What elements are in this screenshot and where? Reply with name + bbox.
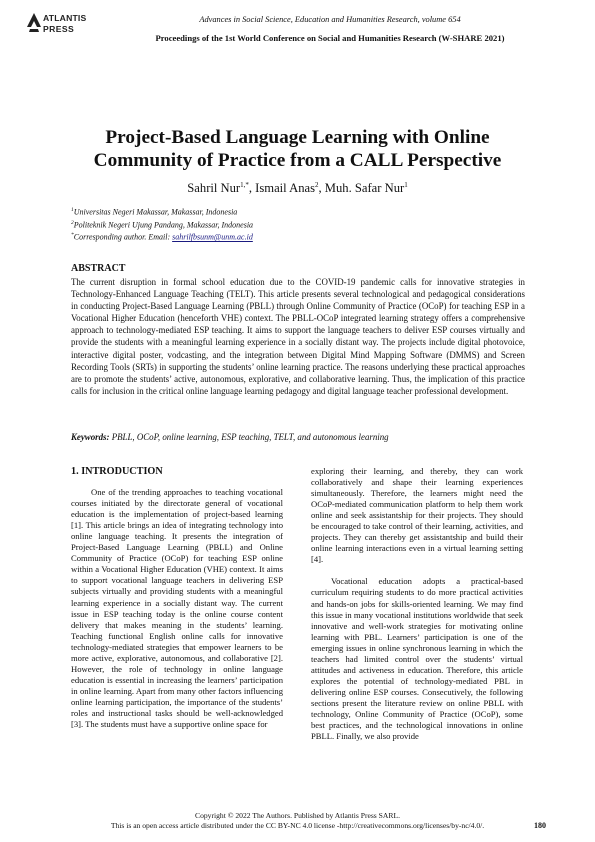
body-paragraph: exploring their learning, and thereby, they can work collaboratively and shape their learning experiences simultaneously. Therefore, the learners might need the OCoP-mediated communication platform to help them work online and seek assistantship for their projects. They should be encouraged to take control of their learning, activities, and projects. They can thereby get assistantship and build their online learning interactions even in a virtual learning setting [4].: [311, 466, 523, 565]
author-list: Sahril Nur$^{1,*}$, Ismail Anas$^2$, Muh. Safar Nur$^1$: [187, 181, 408, 196]
license-line: This is an open access article distributed under the CC BY-NC 4.0 license -http://creativecommons.org/licenses/by-nc/4.0/.: [110, 821, 485, 830]
email-link[interactable]: sahrilfbsunm@unm.ac.id: [172, 232, 253, 242]
title-line2: Community of Practice from a CALL Perspective: [93, 150, 502, 171]
keywords-label: Keywords:: [71, 432, 110, 442]
journal-header: Advances in Social Science, Education and Humanities Research, volume 654: [199, 15, 461, 24]
body-paragraph: One of the trending approaches to teaching vocational courses initiated by the directorate general of vocational education is the implementation of project-based learning [1]. This article brings an idea of integrating technology into online language teaching. It presents the integration of Project-Based Language Learning (PBLL) and Online Community of Practice (OCoP) for teaching ESP online within a Vocational Higher Education (VHE) context. It aims to support vocational language teachers in delivering ESP subjects virtually and providing students with a meaningful learning experience in a socially distant way. The current issue in ESP teaching today is the online course content delivery that makes meaning in the students’ learning. Teaching functional English online calls for innovative technology-mediated strategies that empower learners to be more active, explorative, autonomous, and collaborative [2]. However, the role of technology in online language education is essential in increasing the learners’ participation in online learning. Apart from many other factors influencing online learning participation, the importance of the students’ roles and instructional tasks should be well-acknowledged [3]. The students must have a supportive online space for: [71, 487, 283, 730]
body-column-left: [71, 466, 283, 730]
title-line1: Project-Based Language Learning with Online: [105, 127, 490, 148]
abstract-heading: ABSTRACT: [71, 263, 126, 274]
keywords: [71, 432, 525, 442]
page-number: 180: [534, 821, 546, 830]
author-name: Sahril Nur: [187, 181, 241, 196]
logo-line2: PRESS: [43, 24, 75, 34]
author-name: Muh. Safar Nur: [324, 181, 405, 196]
body-paragraph: Vocational education adopts a practical-based curriculum requiring students to do more practical activities and hands-on jobs for skills-oriented learning. We may find this issue in many vocational institutions worldwide that seek innovative and well-work strategies for motivating online learning with PBL. Learners’ participation is one of the emerging issues in online synchronous learning in which the teachers had limited control over the students’ virtual attitudes and activeness in education. Therefore, this article explores the potential of technology-mediated PBL in delivering online ESP courses. Consecutively, the following sections present the literature review on online PBLL with technology, Online Community of Practice (OCoP), some best practices, and the technological innovations in online PBLL. Finally, we also provide: [311, 576, 523, 742]
proceedings-header: Proceedings of the 1st World Conference on Social and Humanities Research (W-SHARE 2021): [155, 33, 505, 43]
logo-line1: ATLANTIS: [43, 13, 87, 23]
atlantis-logo-icon: [27, 13, 41, 33]
copyright-line: Copyright © 2022 The Authors. Published by Atlantis Press SARL.: [195, 811, 400, 820]
body-column-right: [311, 466, 523, 742]
author-sup: 1,*: [240, 181, 249, 189]
keywords-text: PBLL, OCoP, online learning, ESP teaching, TELT, and autonomous learning: [109, 432, 389, 442]
corresponding-author: *Corresponding author. Email: sahrilfbsunm@unm.ac.id: [71, 232, 253, 242]
abstract-text: The current disruption in formal school education due to the COVID-19 pandemic calls for innovative strategies in Technology-Enhanced Language Teaching (TELT). This article presents several technological and pedagogical considerations in conducting Project-Based Language Learning (PBLL) through Online Community of Practice (OCoP) for teaching ESP in a Vocational Higher Education (henceforth VHE) context. The PBLL-OCoP integrated learning strategy offers a comprehensive approach to technology-mediated ESP teaching. It aims to support the language teachers to deliver ESP courses virtually and provide the students with a meaningful learning experience in a socially distant way. The projects include digital photovoice, interactive digital poster, vodcasting, and the integration between Digital Mind Mapping Software (DMMS) and Screen Recording Tools (SRTs) in supporting the students’ online learning practice. The reasons underlying these practical approaches are to promote the students’ active, autonomous, explorative, and collaborative learning. Thus, the implication of this practice calls for inclusion in the critical online language learning pedagogy and digital language teacher professional development.: [71, 277, 525, 396]
affiliation-1: $^1$Universitas Negeri Makassar, Makassar, Indonesia: [71, 207, 238, 217]
atlantis-press-logo: [27, 11, 97, 37]
affiliation-2: $^2$Politeknik Negeri Ujung Pandang, Makassar, Indonesia: [71, 219, 254, 230]
author-name: Ismail Anas: [255, 181, 315, 196]
author-sup: 1: [404, 181, 408, 189]
author-sup: 2: [315, 181, 319, 189]
paper-title: [40, 126, 555, 172]
section-heading: 1. INTRODUCTION: [71, 466, 163, 477]
affiliations: [71, 205, 253, 243]
page-footer: [40, 811, 555, 831]
